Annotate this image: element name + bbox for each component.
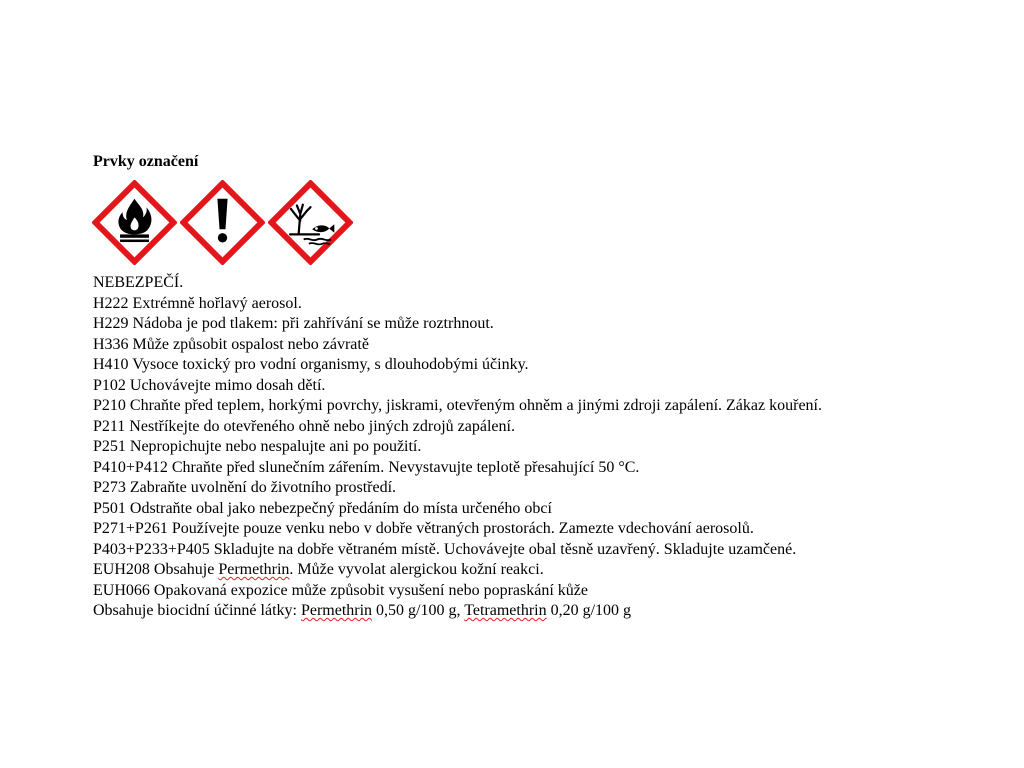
supplemental-euh208: [93, 560, 993, 581]
spellcheck-word-tetramethrin[interactable]: Tetramethrin: [464, 602, 547, 619]
hazard-statement-h336: H336 Může způsobit ospalost nebo závratě: [93, 335, 369, 353]
hazard-statement-h222: H222 Extrémně hořlavý aerosol.: [93, 294, 302, 312]
euh208-text-after: . Může vyvolat alergickou kožní reakci.: [289, 561, 544, 578]
hazard-statement-h410: H410 Vysoce toxický pro vodní organismy, s dlouhodobými účinky.: [93, 356, 529, 373]
biocide-amount-1: 0,50 g/100 g,: [372, 602, 465, 619]
precaution-p102: P102 Uchovávejte mimo dosah dětí.: [93, 376, 326, 394]
euh208-text-before: EUH208 Obsahuje: [93, 561, 219, 578]
biocide-content: [93, 601, 993, 622]
section-heading: Prvky označení: [93, 153, 199, 170]
precaution-p211: P211 Nestříkejte do otevřeného ohně nebo jiných zdrojů zapálení.: [93, 417, 515, 435]
precaution-p271-p261: P271+P261 Používejte pouze venku nebo v dobře větraných prostorách. Zamezte vdechování aerosolů.: [93, 520, 754, 537]
precaution-p501: P501 Odstraňte obal jako nebezpečný předáním do místa určeného obcí: [93, 499, 552, 517]
precaution-p410-p412: P410+P412 Chraňte před slunečním zářením. Nevystavujte teplotě přesahující 50 °C.: [93, 458, 640, 476]
biocide-amount-2: 0,20 g/100 g: [546, 602, 632, 619]
precaution-p210: P210 Chraňte před teplem, horkými povrchy, jiskrami, otevřeným ohněm a jinými zdroji zapálení. Zákaz kouření.: [93, 397, 822, 414]
document-body: [93, 152, 993, 622]
biocide-prefix: Obsahuje biocidní účinné látky:: [93, 602, 301, 619]
hazard-pictograms: [92, 178, 993, 266]
ghs07-exclamation-icon: [180, 180, 265, 265]
precaution-p273: P273 Zabraňte uvolnění do životního prostředí.: [93, 479, 397, 496]
hazard-statement-h229: H229 Nádoba je pod tlakem: při zahřívání se může roztrhnout.: [93, 315, 494, 332]
label-statements: [93, 273, 993, 622]
supplemental-euh066: EUH066 Opakovaná expozice může způsobit vysušení nebo popraskání kůže: [93, 581, 588, 599]
ghs02-flame-icon: [92, 180, 177, 265]
precaution-p251: P251 Nepropichujte nebo nespalujte ani po použití.: [93, 438, 422, 455]
spellcheck-word-permethrin[interactable]: Permethrin: [218, 561, 290, 578]
signal-word: NEBEZPEČÍ.: [93, 274, 184, 291]
spellcheck-word-permethrin[interactable]: Permethrin: [300, 602, 373, 619]
ghs09-environment-icon: [268, 180, 353, 265]
precaution-p403-p233-p405: P403+P233+P405 Skladujte na dobře větraném místě. Uchovávejte obal těsně uzavřený. Skladujte uzamčené.: [93, 540, 797, 558]
